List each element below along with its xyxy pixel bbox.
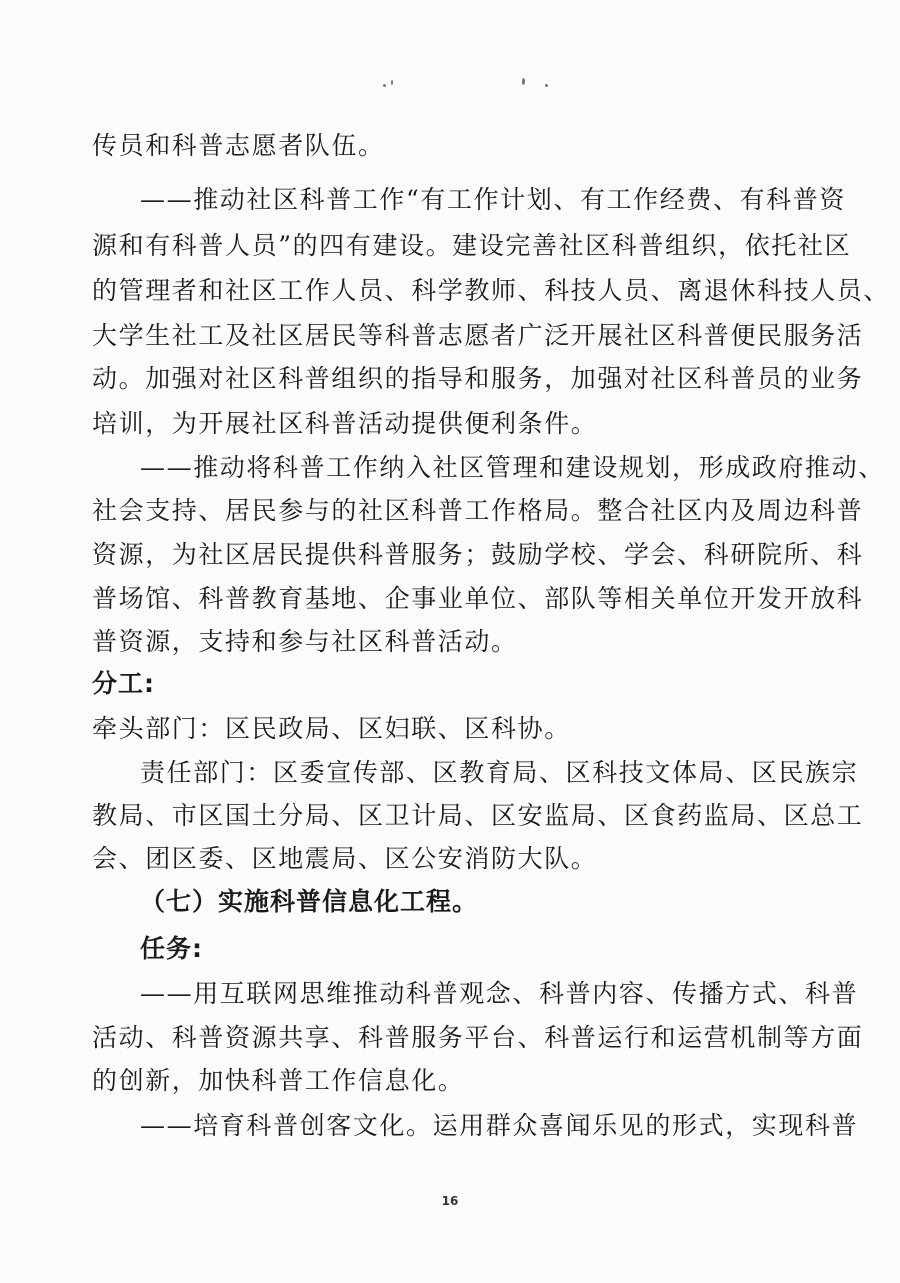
scan-speck bbox=[391, 80, 393, 85]
text-line: 会、团区委、区地震局、区公安消防大队。 bbox=[92, 844, 598, 873]
text-line: 责任部门：区委宣传部、区教育局、区科技文体局、区民族宗 bbox=[140, 758, 859, 787]
text-line: ——推动将科普工作纳入社区管理和建设规划，形成政府推动、 bbox=[140, 453, 885, 482]
text-line: 培训，为开展社区科普活动提供便利条件。 bbox=[92, 409, 598, 438]
text-line: ——用互联网思维推动科普观念、科普内容、传播方式、科普 bbox=[140, 979, 859, 1008]
text-line: 社会支持、居民参与的社区科普工作格局。整合社区内及周边科普 bbox=[92, 496, 864, 525]
text-line: 大学生社工及社区居民等科普志愿者广泛开展社区科普便民服务活 bbox=[92, 321, 864, 350]
scan-speck bbox=[545, 84, 548, 87]
text-line: 牵头部门：区民政局、区妇联、区科协。 bbox=[92, 714, 571, 743]
text-line: ——培育科普创客文化。运用群众喜闻乐见的形式，实现科普 bbox=[140, 1111, 859, 1140]
text-line: 源和有科普人员”的四有建设。建设完善社区科普组织，依托社区 bbox=[92, 231, 852, 260]
scan-speck bbox=[522, 78, 525, 85]
text-line: 普资源，支持和参与社区科普活动。 bbox=[92, 627, 518, 656]
text-line: 的创新，加快科普工作信息化。 bbox=[92, 1066, 465, 1095]
section-label-tasks: 任务: bbox=[140, 934, 203, 963]
text-line: ——推动社区科普工作“有工作计划、有工作经费、有科普资 bbox=[140, 185, 846, 214]
text-line: 活动、科普资源共享、科普服务平台、科普运行和运营机制等方面 bbox=[92, 1023, 864, 1052]
text-line: 动。加强对社区科普组织的指导和服务，加强对社区科普员的业务 bbox=[92, 364, 864, 393]
scan-speck bbox=[383, 84, 386, 87]
text-line: 传员和科普志愿者队伍。 bbox=[92, 131, 385, 160]
section-heading: （七）实施科普信息化工程。 bbox=[140, 887, 479, 916]
text-line: 资源，为社区居民提供科普服务；鼓励学校、学会、科研院所、科 bbox=[92, 540, 864, 569]
text-line: 的管理者和社区工作人员、科学教师、科技人员、离退休科技人员、 bbox=[92, 276, 891, 305]
page-number: 16 bbox=[441, 1194, 459, 1208]
text-line: 普场馆、科普教育基地、企事业单位、部队等相关单位开发开放科 bbox=[92, 584, 864, 613]
text-line: 教局、市区国土分局、区卫计局、区安监局、区食药监局、区总工 bbox=[92, 801, 864, 830]
section-label-division: 分工: bbox=[92, 669, 155, 698]
